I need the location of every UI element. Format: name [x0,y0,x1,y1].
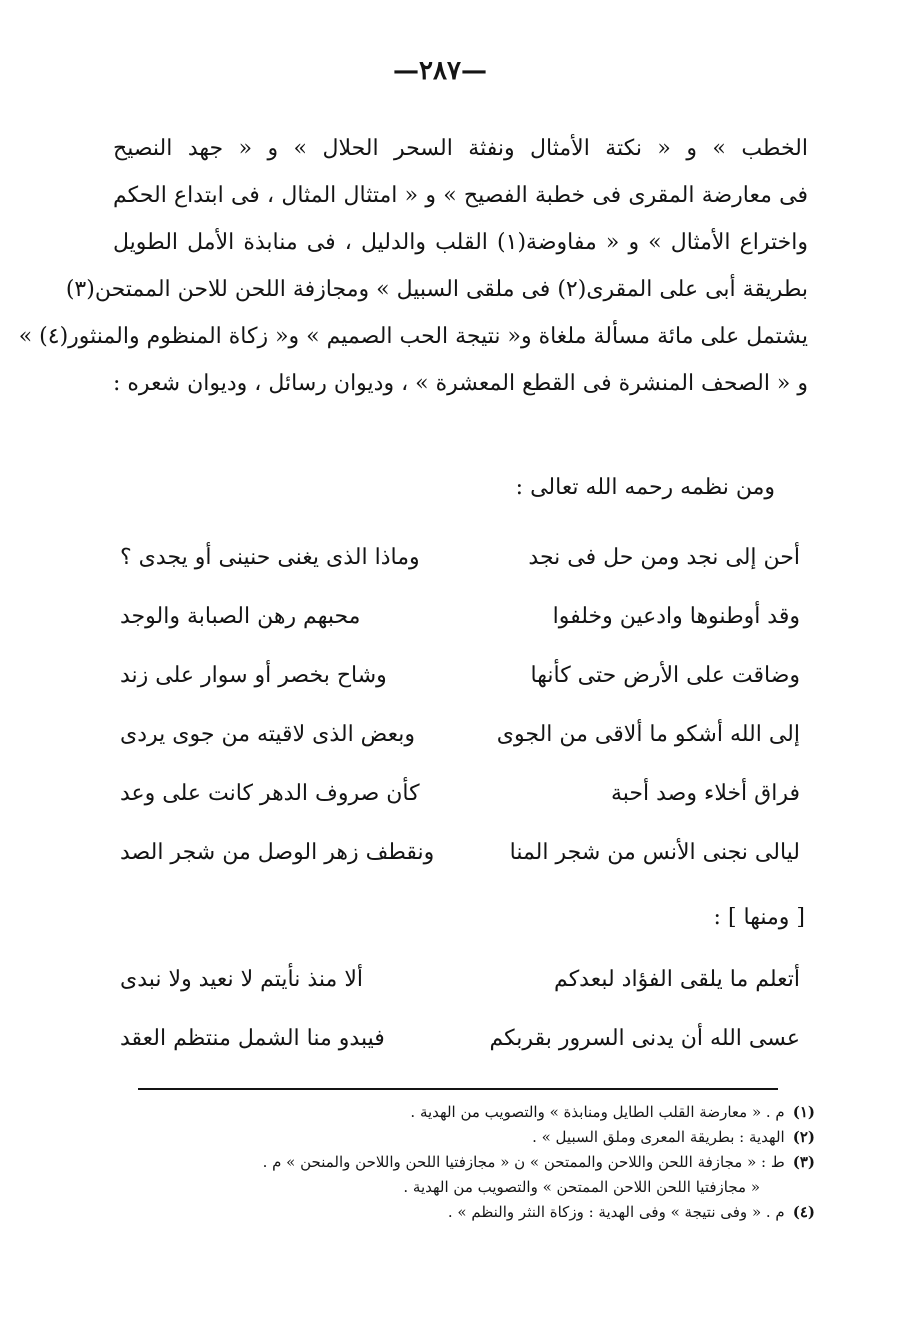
verse-first-hemistich: إلى الله أشكو ما ألاقى من الجوى [496,722,800,747]
page-number: —٢٨٧— [393,56,487,86]
verse-first-hemistich: وضاقت على الأرض حتى كأنها [530,663,800,688]
verse [120,705,800,764]
verse-second-hemistich: وماذا الذى يغنى حنينى أو يجدى ؟ [120,545,420,570]
verse-second-hemistich: فيبدو منا الشمل منتظم العقد [120,1026,385,1051]
footnote-text: ط : « مجازفة اللحن واللاحن والممتحن » ن « مجازفتيا اللحن واللاحن والمنحن » م . [262,1153,785,1171]
section-heading: [ ومنها ] : [713,905,805,930]
footnotes [115,1100,815,1225]
verse-second-hemistich: ألا منذ نأيتم لا نعيد ولا نبدى [120,967,363,992]
footnote-number: (٣) [792,1153,815,1171]
verse-second-hemistich: كأن صروف الدهر كانت على وعد [120,781,420,806]
prose-line: بطريقة أبى على المقرى(٢) فى ملقى السبيل » ومجازفة اللحن للاحن الممتحن(٣) [65,277,808,302]
verse-second-hemistich: وشاح بخصر أو سوار على زند [120,663,387,688]
verse-first-hemistich: أتعلم ما يلقى الفؤاد لبعدكم [554,967,800,992]
verse [120,1009,800,1068]
footnote [115,1200,815,1225]
footnote [115,1150,815,1175]
verse [120,646,800,705]
footnote [115,1100,815,1125]
verse [120,764,800,823]
footnote [115,1125,815,1150]
verse-first-hemistich: عسى الله أن يدنى السرور بقربكم [489,1026,800,1051]
footnote-continuation [115,1175,815,1200]
footnote-number: (١) [792,1103,815,1121]
prose-line: يشتمل على مائة مسألة ملغاة و« نتيجة الحب الصميم » و« زكاة المنظوم والمنثور(٤) » [18,324,808,349]
footnote-number: (٢) [792,1128,815,1146]
poem-intro: ومن نظمه رحمه الله تعالى : [515,475,775,500]
prose-line: و « الصحف المنشرة فى القطع المعشرة » ، وديوان رسائل ، وديوان شعره : [113,371,808,396]
footnote-text: م . « معارضة القلب الطايل ومنابذة » والتصويب من الهدية . [410,1103,785,1121]
poem [120,528,800,882]
verse-first-hemistich: وقد أوطنوها وادعين وخلفوا [552,604,800,629]
footnote-number: (٤) [792,1203,815,1221]
prose-paragraph [18,125,809,407]
verse-second-hemistich: ونقطف زهر الوصل من شجر الصد [120,840,435,865]
verse [120,528,800,587]
verse [120,587,800,646]
verse [120,823,800,882]
prose-line: الخطب » و « نكتة الأمثال ونفثة السحر الحلال » و « جهد النصيح [113,136,808,161]
verse-first-hemistich: ليالى نجنى الأنس من شجر المنا [509,840,800,865]
footnote-text: الهدية : بطريقة المعرى وملق السبيل » . [532,1128,785,1146]
prose-line: واختراع الأمثال » و « مفاوضة(١) القلب والدليل ، فى منابذة الأمل الطويل [113,230,809,255]
footnote-text: م . « وفى نتيجة » وفى الهدية : وزكاة النثر والنظم » . [447,1203,785,1221]
verse-first-hemistich: فراق أخلاء وصد أحبة [611,781,800,806]
verse-second-hemistich: وبعض الذى لاقيته من جوى يردى [120,722,415,747]
footnote-divider [138,1088,778,1090]
poem [120,950,800,1068]
verse-second-hemistich: محبهم رهن الصبابة والوجد [120,604,361,629]
footnote-text: « مجازفتيا اللحن اللاحن الممتحن » والتصويب من الهدية . [403,1178,760,1196]
verse-first-hemistich: أحن إلى نجد ومن حل فى نجد [528,545,800,570]
verse [120,950,800,1009]
prose-line: فى معارضة المقرى فى خطبة الفصيح » و « امتثال المثال ، فى ابتداع الحكم [113,183,808,208]
